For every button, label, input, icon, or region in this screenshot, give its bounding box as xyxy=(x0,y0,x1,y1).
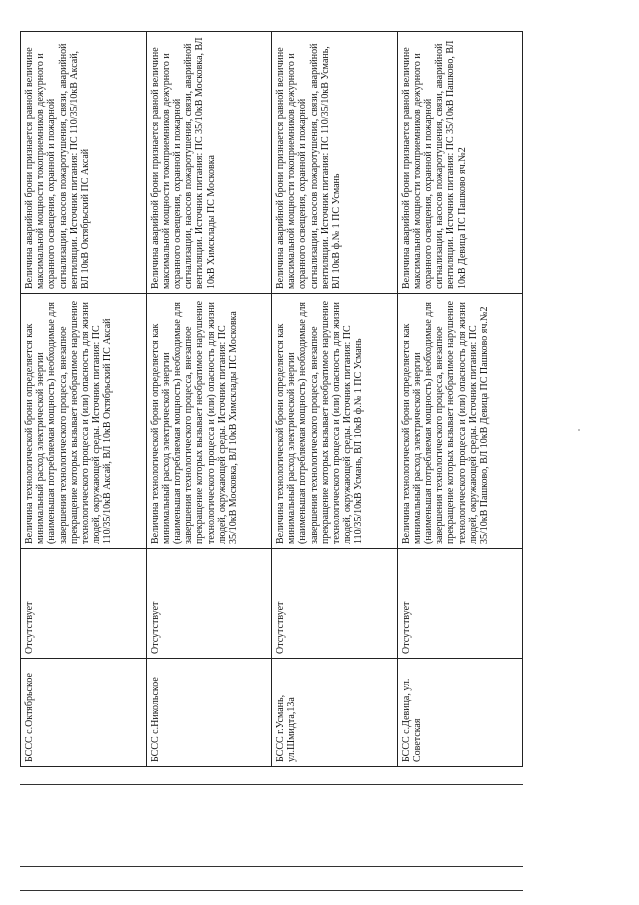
object-cell: БССС с.Октябрьское xyxy=(21,659,147,767)
reserve-table xyxy=(20,31,523,767)
table-row xyxy=(397,32,523,767)
emergency-reserve-cell: Величина аварийной брони признается равной величине максимальной мощности токоприемников дежурного и охранного освещения, охранной и пожарной сигнализации, насосов пожаротушения, связи, аварийной вентиляции. Источник питания: ПС 110/35/10кВ Усмань, ВЛ 10кВ ф.№ 1 ПС Усмань xyxy=(272,32,398,294)
tech-reserve-cell: Величина технологической брони определяется как минимальный расход электрической энергии (наименьшая потребляемая мощность) необходимые для завершения технологического процесса, внезапное прекращение которых вызывает необратимое нарушение технологического процесса и (или) опасность для жизни людей, окружающей среды. Источник питания: ПС 35/10кВ Пашково, ВЛ 10кВ Девица ПС Пашково яч.№2 xyxy=(397,294,523,549)
object-cell: БССС с.Никольское xyxy=(146,659,272,767)
emergency-reserve-cell: Величина аварийной брони признается равной величине максимальной мощности токоприемников дежурного и охранного освещения, охранной и пожарной сигнализации, насосов пожаротушения, связи, аварийной вентиляции. Источник питания: ПС 110/35/10кВ Аксай, ВЛ 10кВ Октябрьский ПС Аксай xyxy=(21,32,147,294)
tech-reserve-cell: Величина технологической брони определяется как минимальный расход электрической энергии (наименьшая потребляемая мощность) необходимые для завершения технологического процесса, внезапное прекращение которых вызывает необратимое нарушение технологического процесса и (или) опасность для жизни людей, окружающей среды. Источник питания: ПС 110/35/10кВ Аксай, ВЛ 10кВ Октябрьский ПС Аксай xyxy=(21,294,147,549)
horizontal-rule xyxy=(20,890,523,891)
horizontal-rule xyxy=(20,784,523,785)
horizontal-rule xyxy=(20,866,523,867)
tech-reserve-cell: Величина технологической брони определяется как минимальный расход электрической энергии (наименьшая потребляемая мощность) необходимые для завершения технологического процесса, внезапное прекращение которых вызывает необратимое нарушение технологического процесса и (или) опасность для жизни людей, окружающей среды. Источник питания: ПС 110/35/10кВ Усмань, ВЛ 10кВ ф.№ 1 ПС Усмань xyxy=(272,294,398,549)
status-cell: Отсутствует xyxy=(397,549,523,659)
emergency-reserve-cell: Величина аварийной брони признается равной величине максимальной мощности токоприемников дежурного и охранного освещения, охранной и пожарной сигнализации, насосов пожаротушения, связи, аварийной вентиляции. Источник питания: ПС 35/10кВ Московка, ВЛ 10кВ Химсклады ПС Московка xyxy=(146,32,272,294)
scan-speck xyxy=(578,429,580,431)
object-cell: БССС г.Усмань, ул.Шмидта,13а xyxy=(272,659,398,767)
tech-reserve-cell: Величина технологической брони определяется как минимальный расход электрической энергии (наименьшая потребляемая мощность) необходимые для завершения технологического процесса, внезапное прекращение которых вызывает необратимое нарушение технологического процесса и (или) опасность для жизни людей, окружающей среды. Источник питания: ПС 35/10кВ Московка, ВЛ 10кВ Химсклады ПС Московка xyxy=(146,294,272,549)
status-cell: Отсутствует xyxy=(21,549,147,659)
rotated-table-container xyxy=(20,32,522,767)
status-cell: Отсутствует xyxy=(146,549,272,659)
table-row xyxy=(272,32,398,767)
table-row xyxy=(146,32,272,767)
object-cell: БССС с.Девица, ул. Советская xyxy=(397,659,523,767)
table-row xyxy=(21,32,147,767)
emergency-reserve-cell: Величина аварийной брони признается равной величине максимальной мощности токоприемников дежурного и охранного освещения, охранной и пожарной сигнализации, насосов пожаротушения, связи, аварийной вентиляции. Источник питания: ПС 35/10кВ Пашково, ВЛ 10кВ Девица ПС Пашково яч.№2 xyxy=(397,32,523,294)
status-cell: Отсутствует xyxy=(272,549,398,659)
